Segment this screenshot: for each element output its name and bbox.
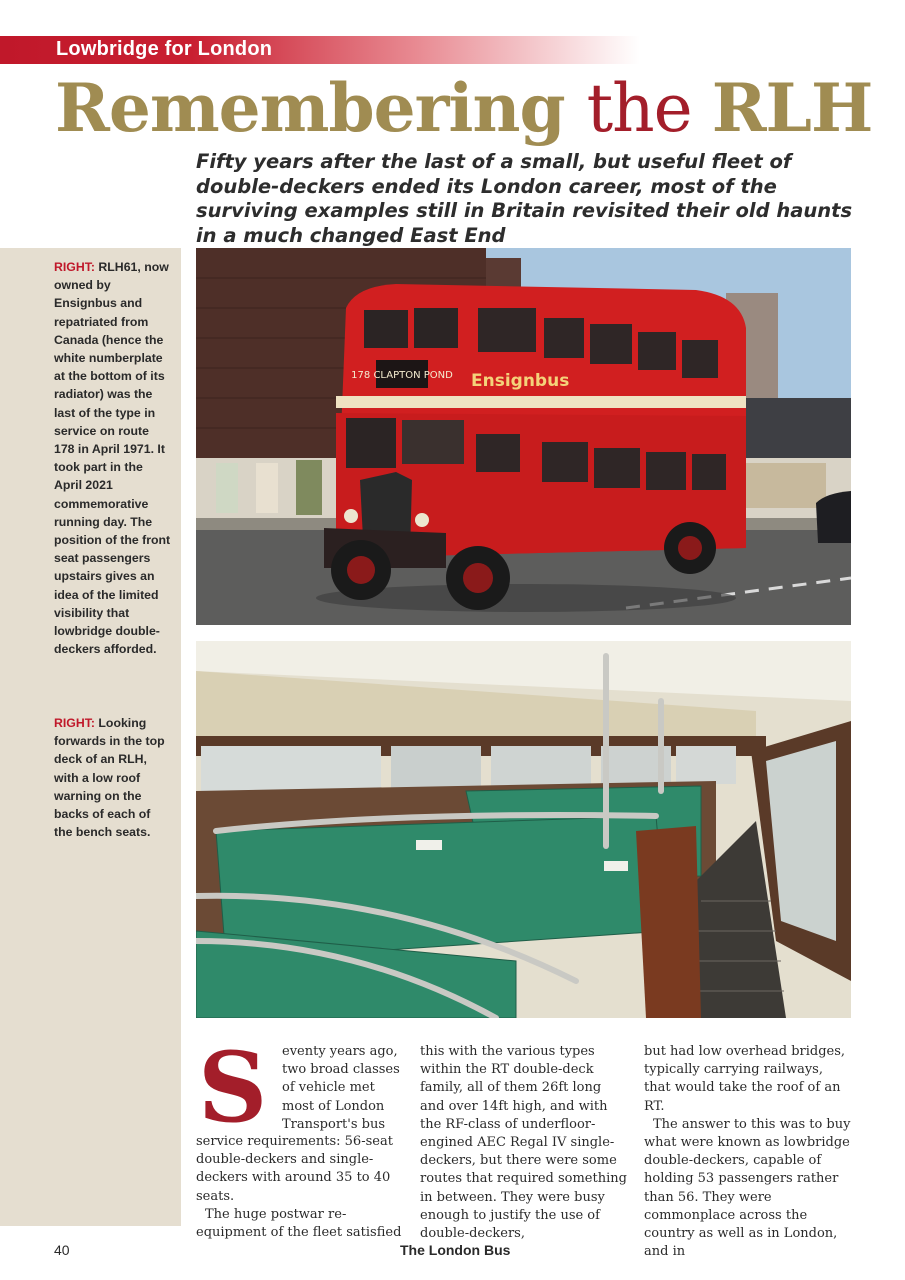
section-label-bar [0,36,640,64]
drop-cap-lines [282,1043,404,1134]
article-paragraph: The huge postwar re-equipment of the fleet satisfied [196,1206,402,1241]
page-number: 40 [54,1242,70,1258]
article-column-1 [196,1031,404,1242]
headline [55,66,875,151]
standfirst: Fifty years after the last of a small, but useful fleet of double-deckers ended its London career, most of the surviving examples still in Britain revisited their old haunts in a much changed East End [196,150,853,247]
bus-destination-blind [351,370,453,381]
bus-destination: CLAPTON POND [373,370,453,381]
headline-part-1: Remembering [55,69,587,147]
article-paragraph: service requirements: 56-seat double-deckers and single-deckers with around 35 to 40 seats. [196,1134,393,1204]
article-paragraph: this with the various types within the RT double-deck family, all of them 26ft long and over 14ft high, and with the RF-class of underfloor-engined AEC Regal IV single-deckers, but there were some routes that required something in between. They were busy enough to justify the use of double-deckers, [420,1044,627,1242]
caption-text: Looking forwards in the top deck of an RLH, with a low roof warning on the backs of each of the bench seats. [54,716,165,840]
headline-part-2: the [586,70,712,147]
headline-part-3: RLH [711,69,873,147]
caption-tag: RIGHT: [54,716,95,730]
drop-cap: S [198,1031,268,1144]
drop-cap-line: two broad classes [282,1062,400,1078]
photo-rlh-top-deck-interior [196,641,851,1018]
caption-tag: RIGHT: [54,260,95,274]
drop-cap-block [196,1031,404,1144]
drop-cap-line: of vehicle met [282,1080,375,1096]
article-column-3 [644,1043,852,1261]
article-column-2 [420,1043,628,1243]
drop-cap-line: eventy years ago, [282,1044,398,1059]
bus-route-number: 178 [351,370,371,381]
photo-rlh-bus-exterior [196,248,851,625]
caption-text: RLH61, now owned by Ensignbus and repatriated from Canada (hence the white numberplate at the bottom of its radiator) was the last of the type in service on route 178 in April 1971. It took part in the April 2021 commemorative running day. The position of the front seat passengers upstairs gives an idea of the limited visibility that lowbridge double-deckers afforded. [54,260,171,657]
section-label: Lowbridge for London [56,38,273,60]
article-paragraph: but had low overhead bridges, typically carrying railways, that would take the roof of an RT. [644,1044,846,1114]
drop-cap-line: most of London [282,1098,385,1114]
magazine-title: The London Bus [400,1242,511,1258]
article-paragraph: The answer to this was to buy what were known as lowbridge double-deckers, capable of holding 53 passengers rather than 56. They were commonplace across the country as well as in London, and in [644,1116,851,1260]
caption-top-photo [54,258,172,658]
bus-fleet-name: Ensignbus [471,371,570,391]
drop-cap-line: Transport's bus [282,1116,386,1132]
caption-interior-photo [54,714,172,841]
